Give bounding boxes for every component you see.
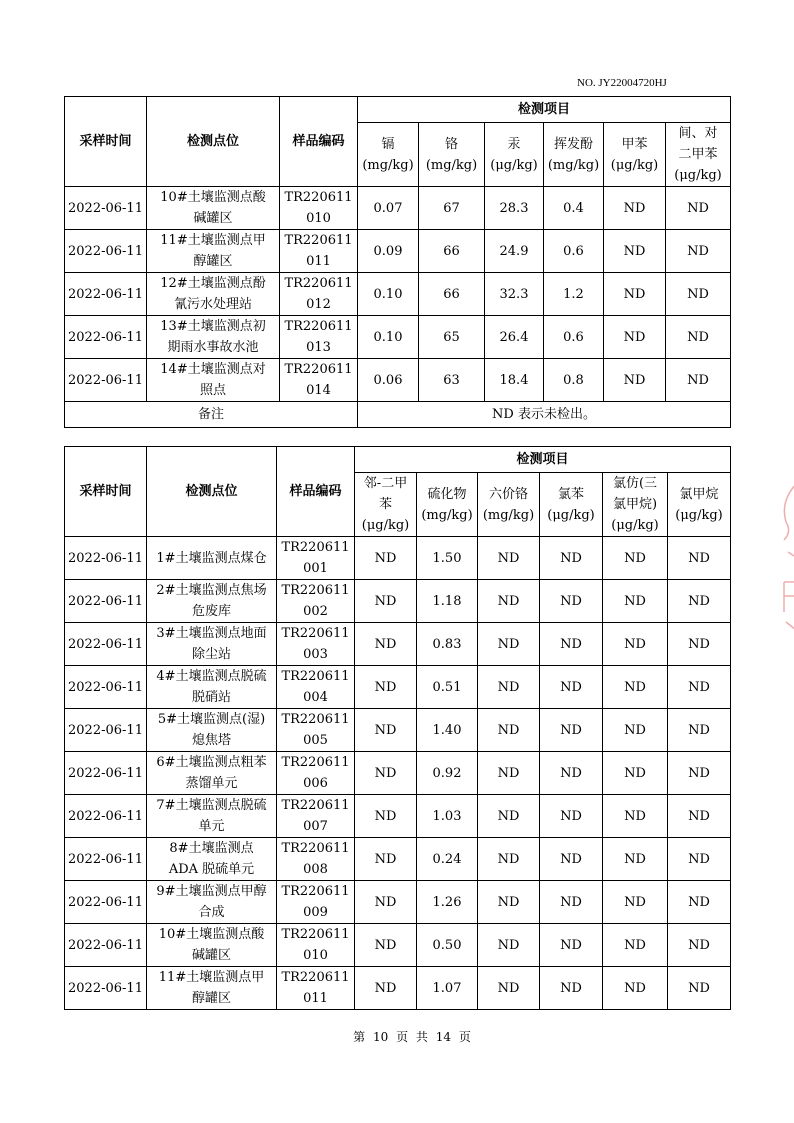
cell-value: ND — [355, 752, 417, 795]
cell-sample-code: TR220611 004 — [277, 666, 355, 709]
footer-text: 页 — [396, 1030, 409, 1044]
cell-value: ND — [668, 881, 731, 924]
cell-value: 0.09 — [358, 230, 419, 273]
header-sampling-time: 采样时间 — [65, 447, 147, 537]
cell-value: ND — [478, 967, 540, 1010]
cell-value: ND — [668, 623, 731, 666]
page-footer — [0, 1028, 794, 1045]
table-row — [65, 187, 731, 230]
cell-monitoring-point: 9#土壤监测点甲醇 合成 — [147, 881, 277, 924]
cell-value: 1.26 — [417, 881, 478, 924]
cell-sampling-time: 2022-06-11 — [65, 924, 147, 967]
cell-monitoring-point: 13#土壤监测点初 期雨水事故水池 — [147, 316, 280, 359]
cell-value: 0.92 — [417, 752, 478, 795]
remark-text: ND 表示未检出。 — [358, 402, 731, 428]
cell-value: ND — [355, 709, 417, 752]
page-number: 10 — [372, 1030, 389, 1044]
cell-value: 0.8 — [544, 359, 604, 402]
cell-value: ND — [666, 187, 731, 230]
header-param: 硫化物 (mg/kg) — [417, 473, 478, 537]
table-row — [65, 666, 731, 709]
cell-value: ND — [540, 795, 603, 838]
header-param: 氯甲烷 (μg/kg) — [668, 473, 731, 537]
cell-sample-code: TR220611 014 — [280, 359, 358, 402]
cell-value: ND — [540, 666, 603, 709]
cell-value: 1.18 — [417, 580, 478, 623]
cell-sampling-time: 2022-06-11 — [65, 187, 147, 230]
cell-value: ND — [540, 752, 603, 795]
cell-sample-code: TR220611 007 — [277, 795, 355, 838]
cell-value: ND — [478, 709, 540, 752]
report-number: NO. JY22004720HJ — [577, 77, 667, 89]
cell-value: 0.07 — [358, 187, 419, 230]
header-param: 邻-二甲 苯 (μg/kg) — [355, 473, 417, 537]
cell-value: ND — [603, 580, 668, 623]
cell-sample-code: TR220611 001 — [277, 537, 355, 580]
cell-sampling-time: 2022-06-11 — [65, 967, 147, 1010]
table-row — [65, 537, 731, 580]
cell-value: ND — [604, 359, 666, 402]
table-row — [65, 273, 731, 316]
cell-value: ND — [540, 881, 603, 924]
cell-sample-code: TR220611 011 — [280, 230, 358, 273]
cell-value: ND — [540, 623, 603, 666]
cell-sampling-time: 2022-06-11 — [65, 537, 147, 580]
cell-value: 28.3 — [485, 187, 544, 230]
cell-value: ND — [666, 273, 731, 316]
cell-monitoring-point: 1#土壤监测点煤仓 — [147, 537, 277, 580]
cell-value: 65 — [419, 316, 485, 359]
cell-sample-code: TR220611 005 — [277, 709, 355, 752]
cell-value: 0.51 — [417, 666, 478, 709]
table-row — [65, 709, 731, 752]
cell-monitoring-point: 14#土壤监测点对 照点 — [147, 359, 280, 402]
cell-value: ND — [603, 537, 668, 580]
header-sample-code: 样品编码 — [277, 447, 355, 537]
cell-sampling-time: 2022-06-11 — [65, 795, 147, 838]
remark-row — [65, 402, 731, 428]
cell-monitoring-point: 4#土壤监测点脱硫 脱硝站 — [147, 666, 277, 709]
total-pages: 14 — [435, 1030, 452, 1044]
cell-value: ND — [478, 752, 540, 795]
cell-value: ND — [355, 623, 417, 666]
cell-value: ND — [603, 838, 668, 881]
header-sampling-time: 采样时间 — [65, 97, 147, 187]
cell-sampling-time: 2022-06-11 — [65, 580, 147, 623]
cell-sample-code: TR220611 011 — [277, 967, 355, 1010]
cell-value: ND — [668, 580, 731, 623]
cell-monitoring-point: 5#土壤监测点(湿) 熄焦塔 — [147, 709, 277, 752]
cell-value: ND — [355, 967, 417, 1010]
cell-value: ND — [478, 838, 540, 881]
cell-value: ND — [603, 666, 668, 709]
cell-value: ND — [540, 967, 603, 1010]
cell-monitoring-point: 2#土壤监测点焦场 危废库 — [147, 580, 277, 623]
cell-sample-code: TR220611 008 — [277, 838, 355, 881]
cell-value: ND — [355, 838, 417, 881]
table-row — [65, 752, 731, 795]
cell-value: ND — [355, 580, 417, 623]
cell-value: 24.9 — [485, 230, 544, 273]
cell-value: ND — [666, 359, 731, 402]
cell-value: 67 — [419, 187, 485, 230]
cell-monitoring-point: 11#土壤监测点甲 醇罐区 — [147, 230, 280, 273]
cell-value: ND — [666, 230, 731, 273]
cell-sample-code: TR220611 002 — [277, 580, 355, 623]
cell-value: ND — [603, 709, 668, 752]
cell-value: ND — [668, 795, 731, 838]
table-row — [65, 359, 731, 402]
cell-value: ND — [478, 623, 540, 666]
cell-value: 1.07 — [417, 967, 478, 1010]
cell-value: ND — [668, 537, 731, 580]
cell-value: ND — [603, 967, 668, 1010]
cell-value: ND — [668, 709, 731, 752]
table-row — [65, 881, 731, 924]
cell-value: 1.50 — [417, 537, 478, 580]
table-row — [65, 580, 731, 623]
table-row — [65, 967, 731, 1010]
cell-value: ND — [540, 924, 603, 967]
cell-value: ND — [355, 924, 417, 967]
cell-value: 63 — [419, 359, 485, 402]
cell-value: 0.83 — [417, 623, 478, 666]
header-sample-code: 样品编码 — [280, 97, 358, 187]
cell-value: 0.10 — [358, 316, 419, 359]
cell-value: ND — [603, 924, 668, 967]
header-param: 氯仿(三 氯甲烷) (μg/kg) — [603, 473, 668, 537]
cell-sample-code: TR220611 010 — [277, 924, 355, 967]
table-row — [65, 795, 731, 838]
cell-sampling-time: 2022-06-11 — [65, 230, 147, 273]
header-param: 汞 (μg/kg) — [485, 123, 544, 187]
table-row — [65, 230, 731, 273]
cell-value: ND — [355, 666, 417, 709]
cell-sample-code: TR220611 013 — [280, 316, 358, 359]
cell-value: 0.6 — [544, 230, 604, 273]
cell-value: 0.10 — [358, 273, 419, 316]
cell-value: ND — [668, 838, 731, 881]
results-table-1 — [64, 96, 731, 428]
cell-value: ND — [478, 795, 540, 838]
header-test-items: 检测项目 — [358, 97, 731, 123]
cell-value: ND — [478, 881, 540, 924]
cell-value: ND — [355, 537, 417, 580]
cell-sampling-time: 2022-06-11 — [65, 752, 147, 795]
footer-text: 页 — [458, 1030, 471, 1044]
header-monitoring-point: 检测点位 — [147, 97, 280, 187]
cell-value: 0.4 — [544, 187, 604, 230]
cell-value: 1.03 — [417, 795, 478, 838]
cell-sampling-time: 2022-06-11 — [65, 273, 147, 316]
cell-value: ND — [603, 795, 668, 838]
header-param: 镉 (mg/kg) — [358, 123, 419, 187]
cell-sample-code: TR220611 003 — [277, 623, 355, 666]
cell-sample-code: TR220611 010 — [280, 187, 358, 230]
cell-value: ND — [478, 924, 540, 967]
results-table-2 — [64, 446, 731, 1010]
cell-sampling-time: 2022-06-11 — [65, 709, 147, 752]
header-param: 甲苯 (μg/kg) — [604, 123, 666, 187]
cell-value: ND — [540, 580, 603, 623]
header-monitoring-point: 检测点位 — [147, 447, 277, 537]
table-row — [65, 623, 731, 666]
remark-label: 备注 — [65, 402, 358, 428]
cell-monitoring-point: 12#土壤监测点酚 氰污水处理站 — [147, 273, 280, 316]
cell-value: 1.2 — [544, 273, 604, 316]
cell-value: ND — [540, 709, 603, 752]
cell-sampling-time: 2022-06-11 — [65, 881, 147, 924]
footer-text: 第 — [353, 1030, 366, 1044]
cell-sample-code: TR220611 006 — [277, 752, 355, 795]
cell-value: ND — [604, 230, 666, 273]
cell-monitoring-point: 8#土壤监测点 ADA 脱硫单元 — [147, 838, 277, 881]
cell-value: 66 — [419, 230, 485, 273]
cell-value: ND — [355, 881, 417, 924]
cell-sampling-time: 2022-06-11 — [65, 316, 147, 359]
cell-sampling-time: 2022-06-11 — [65, 666, 147, 709]
cell-value: ND — [668, 752, 731, 795]
header-param: 挥发酚 (mg/kg) — [544, 123, 604, 187]
cell-value: ND — [603, 623, 668, 666]
header-param: 间、对 二甲苯 (μg/kg) — [666, 123, 731, 187]
table-row — [65, 924, 731, 967]
cell-sampling-time: 2022-06-11 — [65, 838, 147, 881]
cell-monitoring-point: 10#土壤监测点酸 碱罐区 — [147, 187, 280, 230]
cell-value: ND — [540, 838, 603, 881]
cell-value: ND — [668, 666, 731, 709]
cell-value: ND — [603, 752, 668, 795]
cell-value: ND — [540, 537, 603, 580]
header-test-items: 检测项目 — [355, 447, 731, 473]
cell-value: 32.3 — [485, 273, 544, 316]
cell-value: ND — [668, 924, 731, 967]
cell-value: ND — [478, 666, 540, 709]
cell-sampling-time: 2022-06-11 — [65, 359, 147, 402]
table-row — [65, 838, 731, 881]
cell-monitoring-point: 7#土壤监测点脱硫 单元 — [147, 795, 277, 838]
footer-text: 共 — [415, 1030, 428, 1044]
cell-value: ND — [603, 881, 668, 924]
cell-value: ND — [666, 316, 731, 359]
cell-value: 66 — [419, 273, 485, 316]
cell-value: ND — [604, 273, 666, 316]
cell-value: 0.50 — [417, 924, 478, 967]
cell-value: 1.40 — [417, 709, 478, 752]
cell-value: ND — [478, 580, 540, 623]
cell-value: ND — [478, 537, 540, 580]
cell-value: 18.4 — [485, 359, 544, 402]
cell-value: 0.06 — [358, 359, 419, 402]
table-row — [65, 316, 731, 359]
cell-monitoring-point: 6#土壤监测点粗苯 蒸馏单元 — [147, 752, 277, 795]
cell-monitoring-point: 10#土壤监测点酸 碱罐区 — [147, 924, 277, 967]
header-param: 铬 (mg/kg) — [419, 123, 485, 187]
cell-value: ND — [604, 187, 666, 230]
header-param: 氯苯 (μg/kg) — [540, 473, 603, 537]
seal-stamp — [770, 482, 794, 637]
cell-value: 0.6 — [544, 316, 604, 359]
cell-value: 0.24 — [417, 838, 478, 881]
cell-value: ND — [604, 316, 666, 359]
header-param: 六价铬 (mg/kg) — [478, 473, 540, 537]
cell-sample-code: TR220611 009 — [277, 881, 355, 924]
cell-monitoring-point: 3#土壤监测点地面 除尘站 — [147, 623, 277, 666]
cell-value: ND — [355, 795, 417, 838]
cell-sampling-time: 2022-06-11 — [65, 623, 147, 666]
cell-monitoring-point: 11#土壤监测点甲 醇罐区 — [147, 967, 277, 1010]
cell-value: ND — [668, 967, 731, 1010]
cell-value: 26.4 — [485, 316, 544, 359]
cell-sample-code: TR220611 012 — [280, 273, 358, 316]
